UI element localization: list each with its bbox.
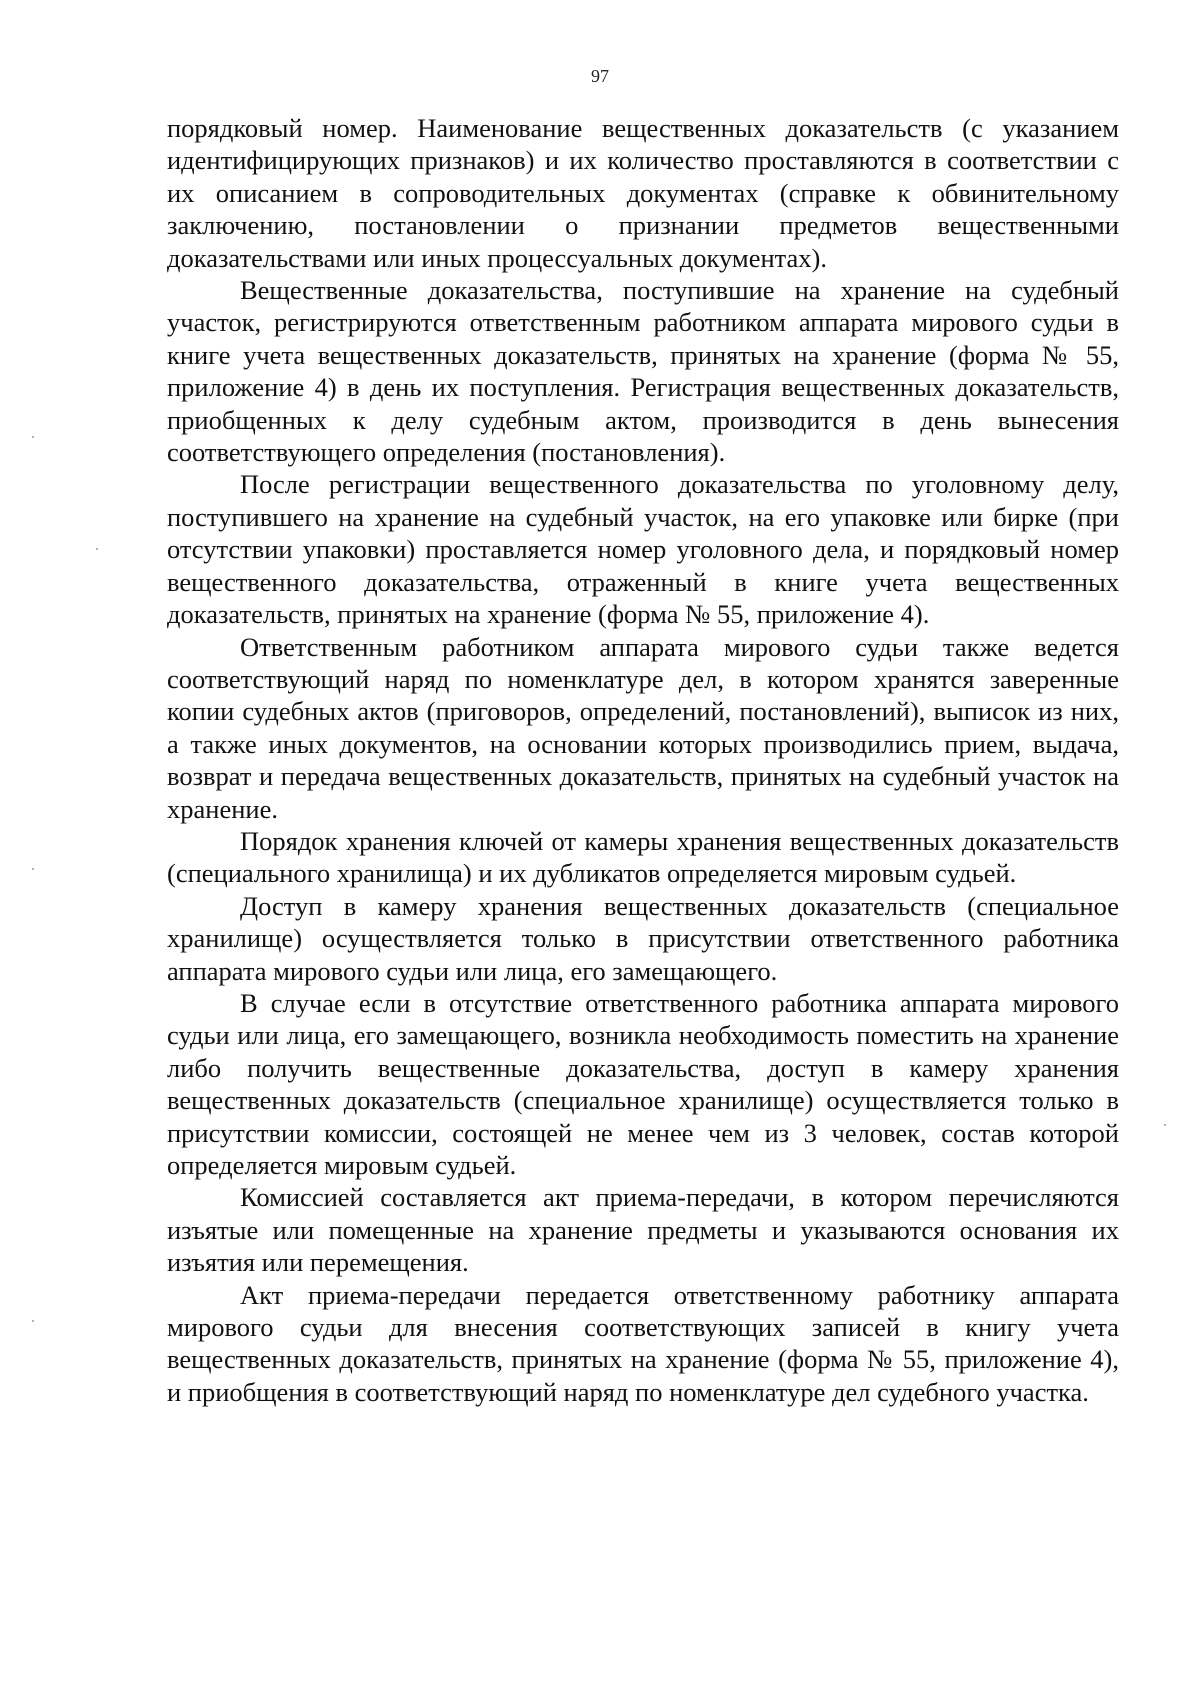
paragraph-registration: Вещественные доказательства, поступившие на хранение на судебный участок, регистрируются ответственным работником аппарата мирового судьи в книге учета вещественных доказательств, принятых на хранение (форма № 55, приложение 4) в день их поступления. Регистрация вещественных доказательств, приобщенных к делу судебным актом, производится в день вынесения соответствующего определения (постановления).: [167, 275, 1119, 468]
document-body: [167, 112, 1119, 1408]
page-number: 97: [591, 66, 609, 86]
scan-speck: [32, 436, 34, 438]
paragraph-continuation: порядковый номер. Наименование вещественных доказательств (с указанием идентифицирующих признаков) и их количество проставляются в соответствии с их описанием в сопроводительных документах (справке к обвинительному заключению, постановлении о признании предметов вещественными доказательствами или иных процессуальных документах).: [167, 113, 1119, 273]
scan-speck: [1164, 1124, 1166, 1126]
paragraph-transfer-act: Комиссией составляется акт приема-передачи, в котором перечисляются изъятые или помещенные на хранение предметы и указываются основания их изъятия или перемещения.: [167, 1182, 1119, 1278]
paragraph-storage-access: Доступ в камеру хранения вещественных доказательств (специальное хранилище) осуществляется только в присутствии ответственного работника аппарата мирового судьи или лица, его замещающего.: [167, 890, 1119, 986]
paragraph-packaging-marking: После регистрации вещественного доказательства по уголовному делу, поступившего на хранение на судебный участок, на его упаковке или бирке (при отсутствии упаковки) проставляется номер уголовного дела, и порядковый номер вещественного доказательства, отраженный в книге учета вещественных доказательств, принятых на хранение (форма № 55, приложение 4).: [167, 469, 1119, 630]
scan-speck: [32, 1320, 34, 1322]
paragraph-nomenclature-file: Ответственным работником аппарата мирового судьи также ведется соответствующий наряд по номенклатуре дел, в котором хранятся заверенные копии судебных актов (приговоров, определений, постановлений), выписок из них, а также иных документов, на основании которых производились прием, выдача, возврат и передача вещественных доказательств, принятых на судебный участок на хранение.: [167, 631, 1119, 824]
scan-speck: [96, 548, 98, 550]
paragraph-keys-storage: Порядок хранения ключей от камеры хранения вещественных доказательств (специального хранилища) и их дубликатов определяется мировым судьей.: [167, 825, 1119, 889]
paragraph-act-handover: Акт приема-передачи передается ответственному работнику аппарата мирового судьи для внесения соответствующих записей в книгу учета вещественных доказательств, принятых на хранение (форма № 55, приложение 4), и приобщения в соответствующий наряд по номенклатуре дел судебного участка.: [167, 1279, 1119, 1407]
scan-speck: [32, 868, 34, 870]
paragraph-commission-access: В случае если в отсутствие ответственного работника аппарата мирового судьи или лица, его замещающего, возникла необходимость поместить на хранение либо получить вещественные доказательства, доступ в камеру хранения вещественных доказательств (специальное хранилище) осуществляется только в присутствии комиссии, состоящей не менее чем из 3 человек, состав которой определяется мировым судьей.: [167, 987, 1119, 1180]
